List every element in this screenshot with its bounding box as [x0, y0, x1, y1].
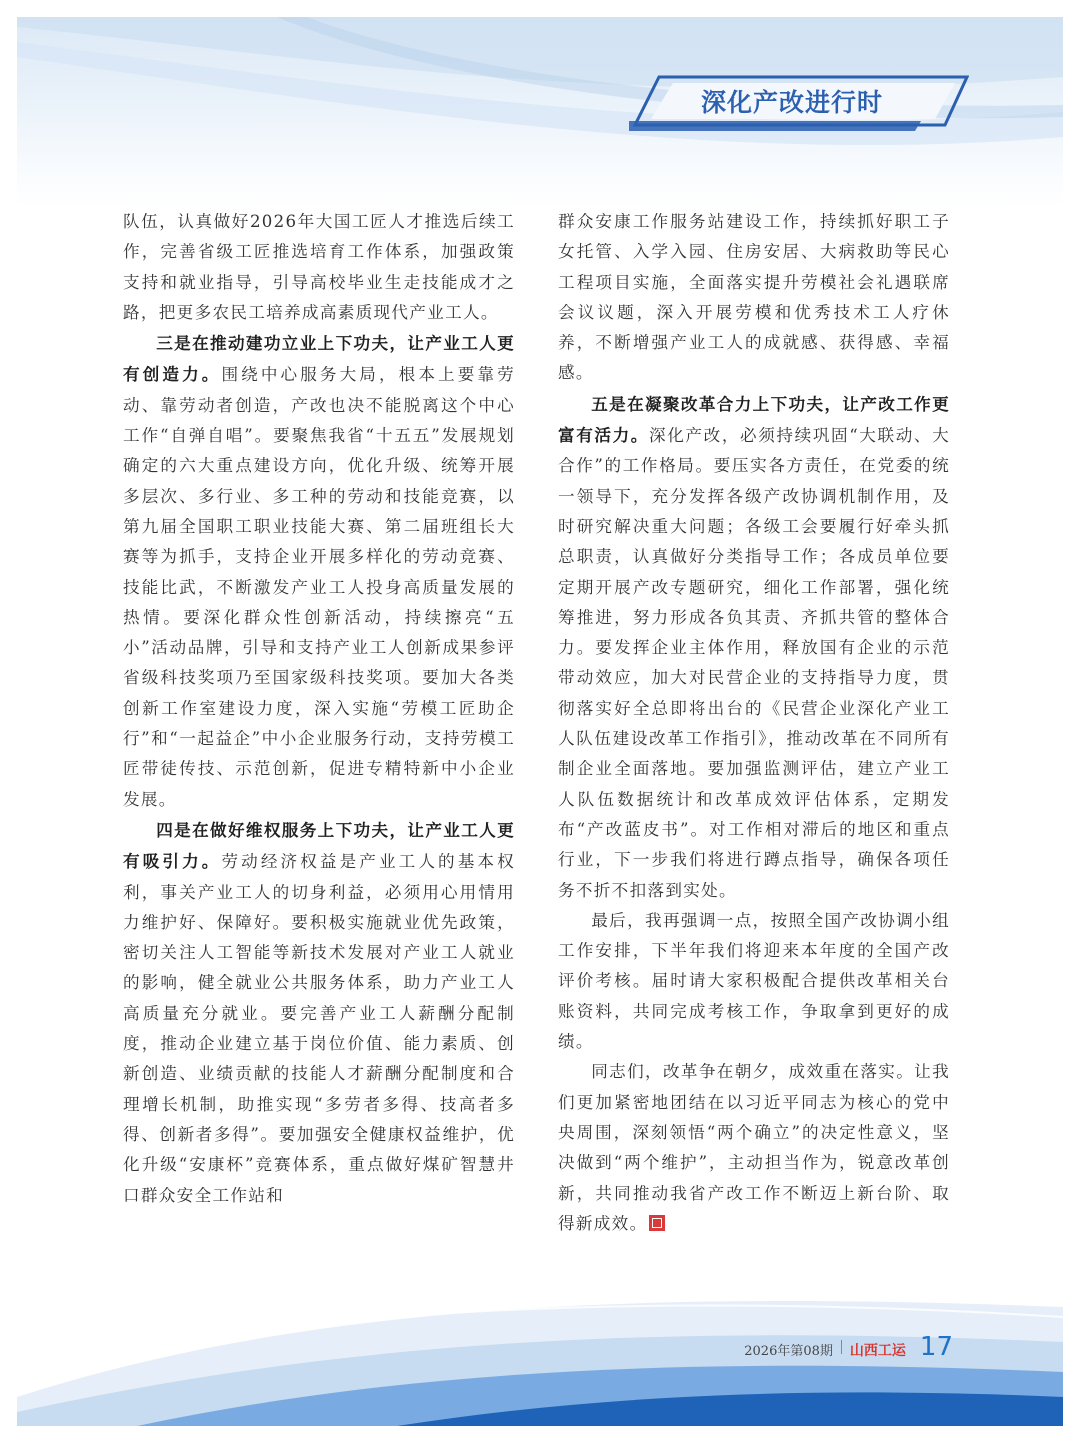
paragraph-lead: 三是在推动建功立业上下功夫，让产业工人更有创造力。 — [123, 333, 515, 385]
section-title: 深化产改进行时 — [700, 88, 883, 117]
paragraph-text: 队伍，认真做好2026年大国工匠人才推选后续工作，完善省级工匠推选培育工作体系，加强政策支持和就业指导，引导高校毕业生走技能成才之路，把更多农民工培养成高素质现代产业工人。 — [123, 212, 515, 322]
magazine-name: 山西工运 — [849, 1343, 906, 1359]
paragraph — [558, 389, 950, 906]
magazine-page — [17, 17, 1063, 1426]
right-text-column — [558, 207, 950, 1239]
paragraph-text: 围绕中心服务大局，根本上要靠劳动、靠劳动者创造，产改也决不能脱离这个中心工作“自弹自唱”。要聚焦我省“十五五”发展规划确定的六大重点建设方向，优化升级、统筹开展多层次、多行业、多工种的劳动和技能竞赛，以第九届全国职工职业技能大赛、第二届班组长大赛等为抓手，支持企业开展多样化的劳动竞赛、技能比武，不断激发产业工人投身高质量发展的热情。要深化群众性创新活动，持续擦亮“五小”活动品牌，引导和支持产业工人创新成果参评省级科技奖项乃至国家级科技奖项。要加大各类创新工作室建设力度，深入实施“劳模工匠助企行”和“一起益企”中小企业服务行动，支持劳模工匠带徒传技、示范创新，促进专精特新中小企业发展。 — [123, 365, 516, 809]
paragraph-lead: 四是在做好维权服务上下功夫，让产业工人更有吸引力。 — [123, 819, 515, 872]
paragraph — [123, 207, 515, 328]
paragraph — [558, 906, 950, 1057]
paragraph — [558, 207, 950, 389]
paragraph — [123, 815, 515, 1211]
paragraph — [123, 328, 515, 815]
article-end-icon — [649, 1215, 665, 1231]
paragraph — [558, 1057, 950, 1239]
page-number: 17 — [919, 1332, 953, 1362]
paragraph-text: 深化产改，必须持续巩固“大联动、大合作”的工作格局。要压实各方责任，在党委的统一领导下，充分发挥各级产改协调机制作用，及时研究解决重大问题；各级工会要履行好牵头抓总职责，认真做好分类指导工作；各成员单位要定期开展产改专题研究，细化工作部署，强化统筹推进，努力形成各负其责、齐抓共管的整体合力。要发挥企业主体作用，释放国有企业的示范带动效应，加大对民营企业的支持指导力度，贯彻落实好全总即将出台的《民营企业深化产业工人队伍建设改革工作指引》，推动改革在不同所有制企业全面落地。要加强监测评估，建立产业工人队伍数据统计和改革成效评估体系，定期发布“产改蓝皮书”。对工作相对滞后的地区和重点行业，下一步我们将进行蹲点指导，确保各项任务不折不扣落到实处。 — [558, 426, 951, 900]
paragraph-lead: 五是在凝聚改革合力上下功夫，让产改工作更富有活力。 — [558, 393, 950, 446]
paragraph-text: 群众安康工作服务站建设工作，持续抓好职工子女托管、入学入园、住房安居、大病救助等民心工程项目实施，全面落实提升劳模社会礼遇联席会议议题，深入开展劳模和优秀技术工人疗休养，不断增强产业工人的成就感、获得感、幸福感。 — [558, 212, 950, 383]
paragraph-text: 最后，我再强调一点，按照全国产改协调小组工作安排，下半年我们将迎来本年度的全国产改评价考核。届时请大家积极配合提供改革相关台账资料，共同完成考核工作，争取拿到更好的成绩。 — [558, 910, 950, 1052]
left-text-column — [123, 207, 515, 1211]
paragraph-text: 同志们，改革争在朝夕，成效重在落实。让我们更加紧密地团结在以习近平同志为核心的党中央周围，深刻领悟“两个确立”的决定性意义，坚决做到“两个维护”，主动担当作为，锐意改革创新，共同推动我省产改工作不断迈上新台阶、取得新成效。 — [558, 1062, 950, 1233]
issue-number: 2026年第08期 — [744, 1344, 833, 1359]
paragraph-text: 劳动经济权益是产业工人的基本权利，事关产业工人的切身利益，必须用心用情用力维护好、保障好。要积极实施就业优先政策，密切关注人工智能等新技术发展对产业工人就业的影响，健全就业公共服务体系，助力产业工人高质量充分就业。要完善产业工人薪酬分配制度，推动企业建立基于岗位价值、能力素质、创新创造、业绩贡献的技能人才薪酬分配制度和合理增长机制，助推实现“多劳者多得、技高者多得、创新者多得”。要加强安全健康权益维护，优化升级“安康杯”竞赛体系，重点做好煤矿智慧井口群众安全工作站和 — [123, 852, 516, 1205]
page-footer — [744, 1332, 953, 1362]
footer-divider — [841, 1340, 842, 1354]
